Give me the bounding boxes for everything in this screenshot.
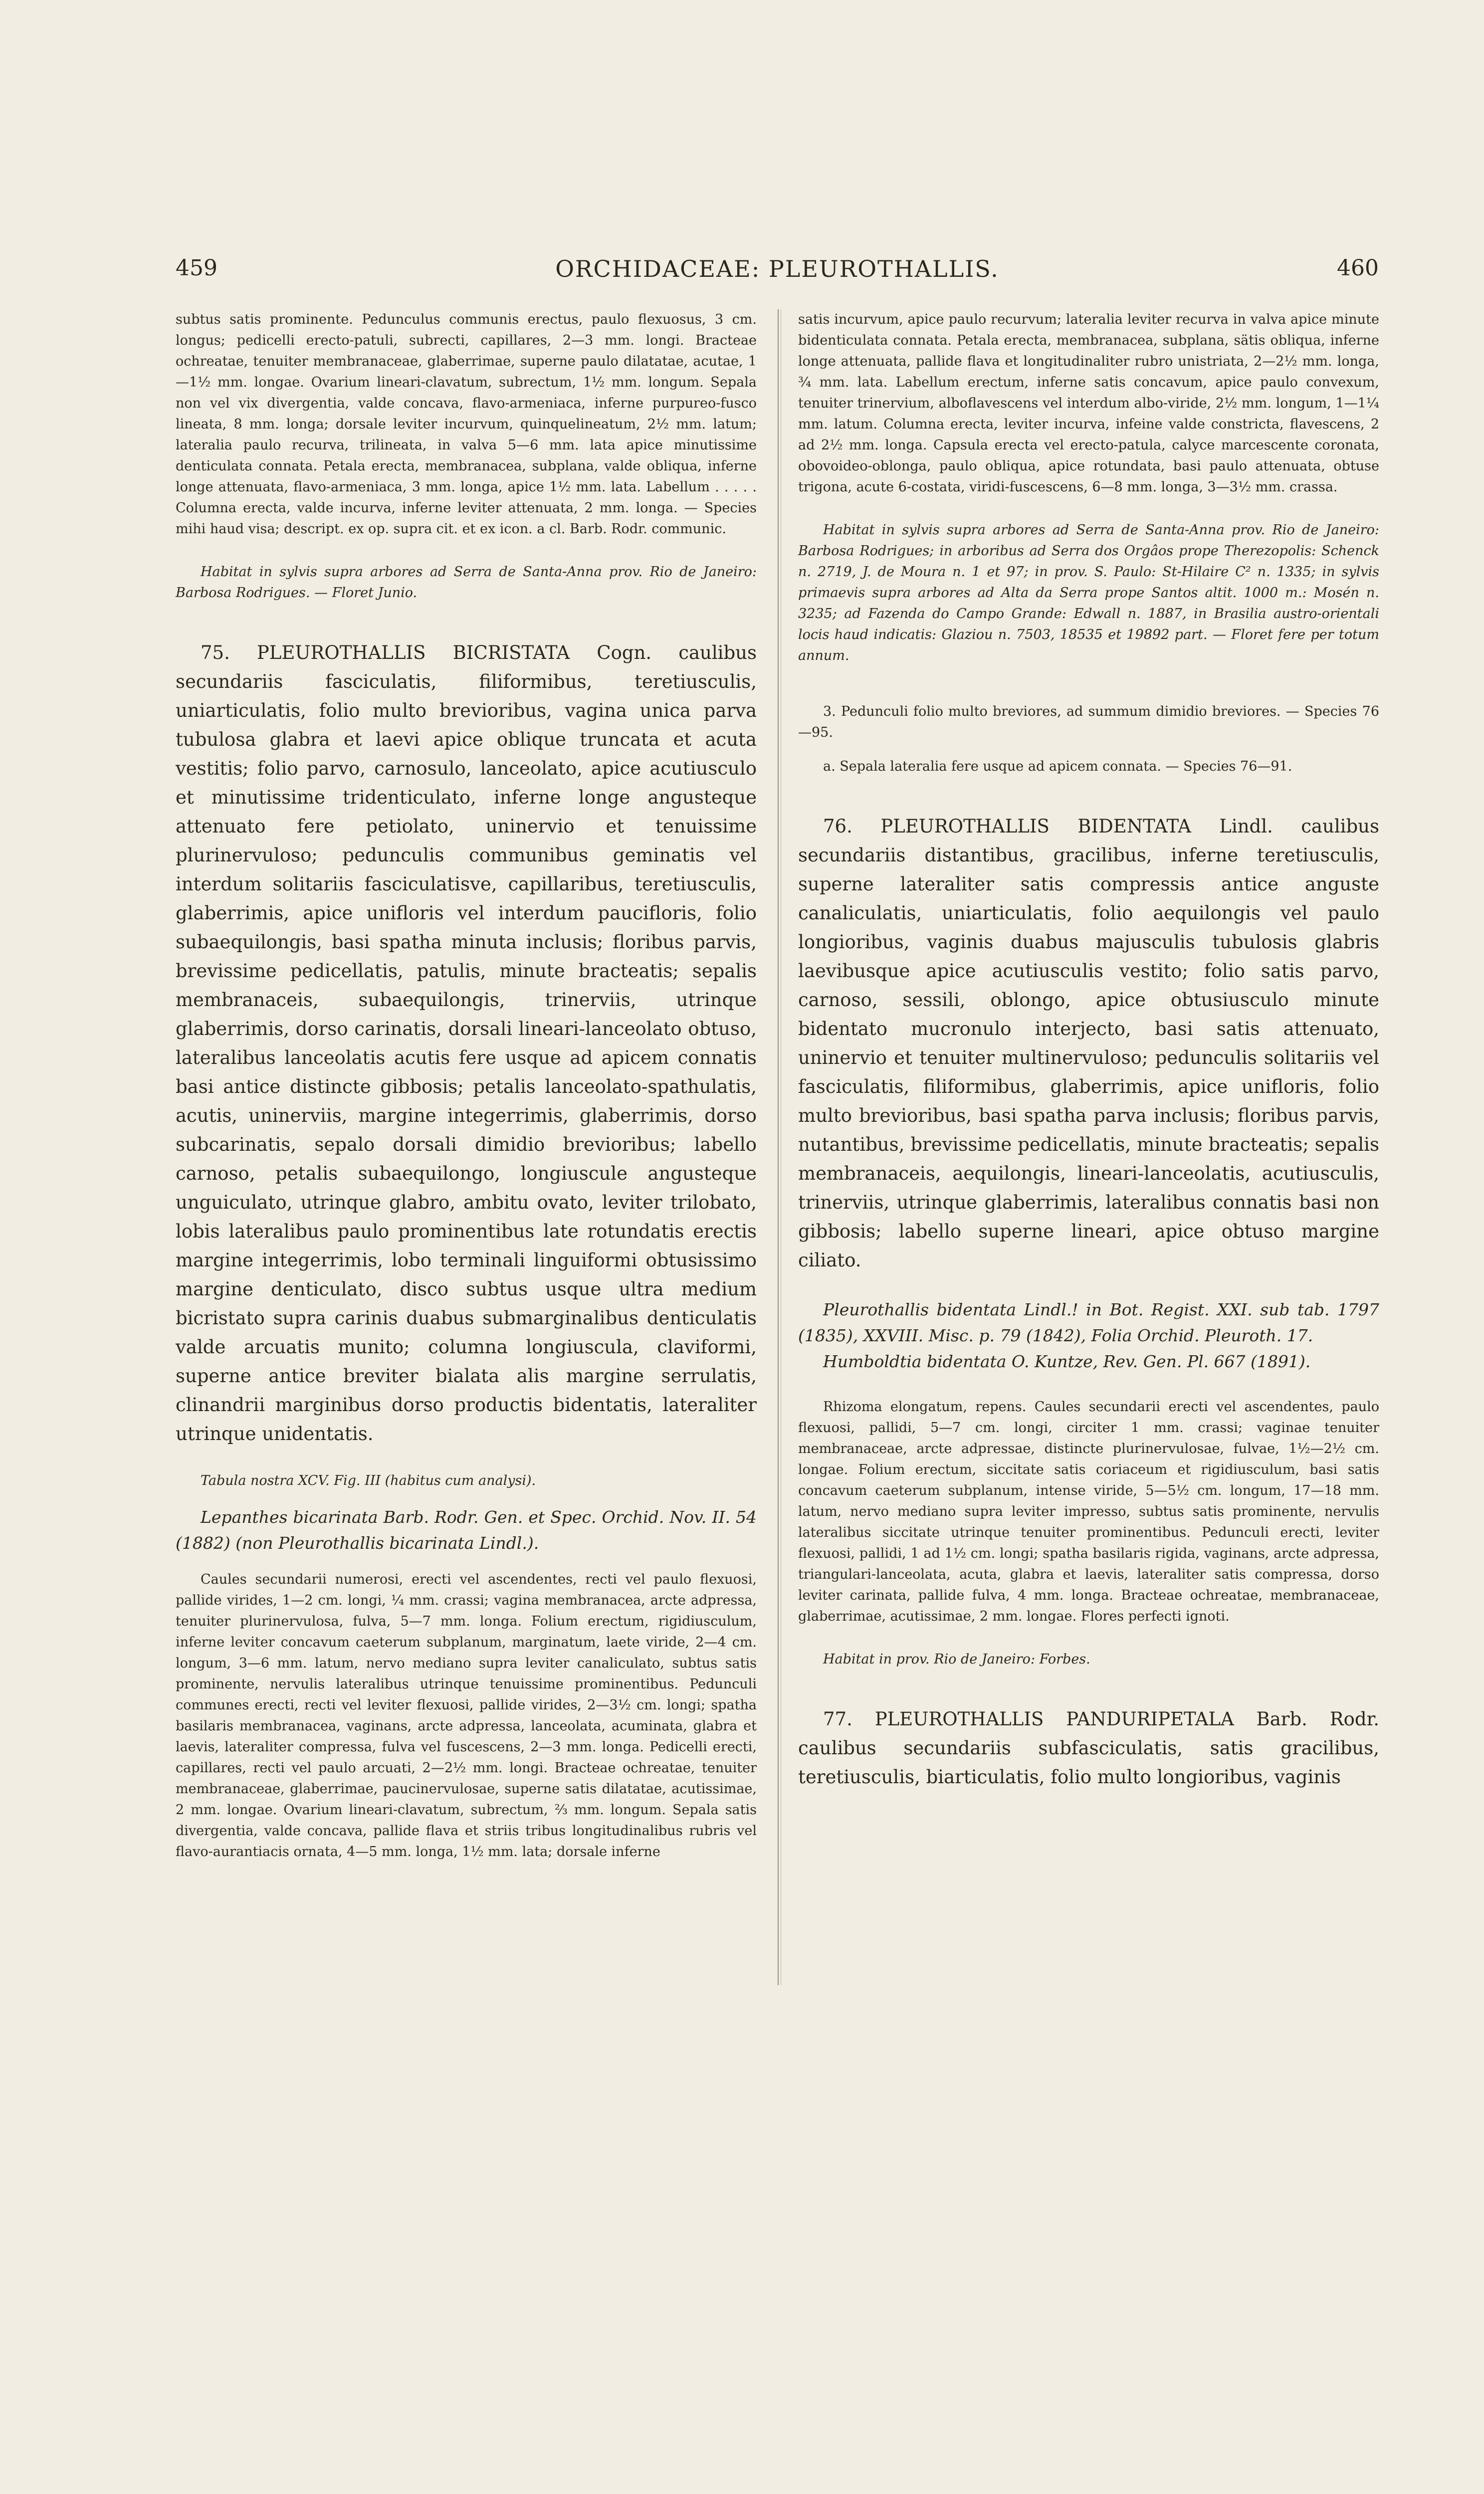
right-page-number: 460 [1337,255,1379,281]
key-entry-a: a. Sepala lateralia fere usque ad apicem connata. — Species 76—91. [823,759,1292,774]
key-entry-3: 3. Pedunculi folio multo breviores, ad summum dimidio breviores. — Species 76—95. [798,704,1379,740]
species-77-diagnosis: 77. PLEUROTHALLIS PANDURIPETALA Barb. Rodr. caulibus secundariis subfasciculatis, satis gracilibus, teretiusculis, biarticulatis, folio multo longioribus, vaginis [798,1708,1379,1788]
species-76-synonym-1: Pleurothallis bidentata Lindl.! in Bot. Regist. XXI. sub tab. 1797 (1835), XXVIII. Misc. p. 79 (1842), Folia Orchid. Pleuroth. 17. [798,1300,1379,1345]
running-title: ORCHIDACEAE: PLEUROTHALLIS. [555,255,999,282]
species-76-diagnosis: 76. PLEUROTHALLIS BIDENTATA Lindl. caulibus secundariis distantibus, gracilibus, inferne teretiusculis, superne lateraliter satis compressis antice anguste canaliculatis, uniarticulatis, folio aequilongis vel paulo longioribus, vaginis duabus majusculis tubulosis glabris laevibusque apice acutiusculis vestito; folio satis parvo, carnoso, sessili, oblongo, apice obtusiusculo minute bidentato mucronulo interjecto, basi satis attenuato, uninervio et tenuiter multinervuloso; pedunculis solitariis vel fasciculatis, filiformibus, glaberrimis, apice unifloris, folio multo brevioribus, basi spatha parva inclusis; floribus parvis, nutantibus, brevissime pedicellatis, minute bracteatis; sepalis membranaceis, aequilongis, lineari-lanceolatis, acutiusculis, trinerviis, utrinque glaberrimis, lateralibus connatis basi non gibbosis; labello superne lineari, apice obtuso margine ciliato. [798,816,1379,1271]
left-page-number: 459 [176,255,217,281]
column-divider [778,309,779,1985]
habitat-paragraph-right: Habitat in sylvis supra arbores ad Serra de Santa-Anna prov. Rio de Janeiro: Barbosa Rodrigues; in arboribus ad Serra dos Orgâos prope Therezopolis: Schenck n. 2719, J. de Moura n. 1 et 97; in prov. S. Paulo: St-Hilaire C² n. 1335; in sylvis primaevis supra arbores ad Alta da Serra prope Santos altit. 1000 m.: Mosén n. 3235; ad Fazenda do Campo Grande: Edwall n. 1887, in Brasilia austro-orientali locis haud indicatis: Glaziou n. 7503, 18535 et 19892 part. — Floret fere per totum annum. [798,522,1379,663]
species-75-synonym: Lepanthes bicarinata Barb. Rodr. Gen. et Spec. Orchid. Nov. II. 54 (1882) (non Pleurothallis bicarinata Lindl.). [176,1507,757,1553]
description-continuation-right: satis incurvum, apice paulo recurvum; lateralia leviter recurva in valva apice minute bidenticulata connata. Petala erecta, membranacea, subplana, sätis obliqua, inferne longe attenuata, pallide flava et longitudinaliter rubro unistriata, 2—2½ mm. longa, ¾ mm. lata. Labellum erectum, inferne satis concavum, apice paulo convexum, tenuiter trinervium, alboflavescens vel interdum albo-viride, 2½ mm. longum, 1—1¼ mm. latum. Columna erecta, leviter incurva, infeine valde constricta, flavescens, 2 ad 2½ mm. longa. Capsula erecta vel erecto-patula, calyce marcescente coronata, obovoideo-oblonga, paulo obliqua, apice rotundata, basi paulo attenuata, obtuse trigona, acute 6-costata, viridi-fuscescens, 6—8 mm. longa, 3—3½ mm. crassa. [798,312,1379,495]
habitat-paragraph: Habitat in sylvis supra arbores ad Serra de Santa-Anna prov. Rio de Janeiro: Barbosa Rodrigues. — Floret Junio. [176,564,757,601]
right-column [798,309,1379,1792]
species-76-synonym-2: Humboldtia bidentata O. Kuntze, Rev. Gen. Pl. 667 (1891). [823,1352,1311,1371]
description-continuation: subtus satis prominente. Pedunculus communis erectus, paulo flexuosus, 3 cm. longus; pedicelli erecto-patuli, subrecti, capillares, 2—3 mm. longi. Bracteae ochreatae, tenuiter membranaceae, glaberrimae, superne paulo dilatatae, acutae, 1—1½ mm. longae. Ovarium lineari-clavatum, subrectum, 1½ mm. longum. Sepala non vel vix divergentia, valde concava, flavo-armeniaca, inferne purpureo-fusco lineata, 8 mm. longa; dorsale leviter incurvum, quinquelineatum, 2½ mm. latum; lateralia paulo recurva, trilineata, in valva 5—6 mm. lata apice minutissime denticulata connata. Petala erecta, membranacea, subplana, valde obliqua, inferne longe attenuata, flavo-armeniaca, 3 mm. longa, apice 1½ mm. lata. Labellum . . . . . Columna erecta, valde incurva, inferne leviter attenuata, 2 mm. longa. — Species mihi haud visa; descript. ex op. supra cit. et ex icon. a cl. Barb. Rodr. communic. [176,312,757,537]
plate-reference: Tabula nostra XCV. Fig. III (habitus cum analysi). [201,1473,536,1488]
species-76-description: Rhizoma elongatum, repens. Caules secundarii erecti vel ascendentes, paulo flexuosi, pallidi, 5—7 cm. longi, circiter 1 mm. crassi; vaginae tenuiter membranaceae, arcte adpressae, distincte plurinervulosae, fulvae, 1½—2½ cm. longae. Folium erectum, siccitate satis coriaceum et rigidiusculum, basi satis concavum caeterum subplanum, intense viride, 5—5½ cm. longum, 17—18 mm. latum, nervo mediano supra leviter impresso, subtus satis prominente, nervulis lateralibus siccitate utrinque tenuiter prominentibus. Pedunculi erecti, leviter flexuosi, pallidi, 1 ad 1½ cm. longi; spatha basilaris rigida, vaginans, arcte adpressa, triangulari-lanceolata, acuta, glabra et laevis, lateraliter satis compressa, dorso leviter carinata, pallide fulva, 4 mm. longa. Bracteae ochreatae, membranaceae, glaberrimae, acutissimae, 2 mm. longae. Flores perfecti ignoti. [798,1399,1379,1624]
species-75-diagnosis: 75. PLEUROTHALLIS BICRISTATA Cogn. caulibus secundariis fasciculatis, filiformibus, teretiusculis, uniarticulatis, folio multo brevioribus, vagina unica parva tubulosa glabra et laevi apice oblique truncata et acuta vestitis; folio parvo, carnosulo, lanceolato, apice acutiusculo et minutissime tridenticulato, inferne longe angusteque attenuato fere petiolato, uninervio et tenuissime plurinervuloso; pedunculis communibus geminatis vel interdum solitariis fasciculatisve, capillaribus, teretiusculis, glaberrimis, apice unifloris vel interdum paucifloris, folio subaequilongis, basi spatha minuta inclusis; floribus parvis, brevissime pedicellatis, patulis, minute bracteatis; sepalis membranaceis, subaequilongis, trinerviis, utrinque glaberrimis, dorso carinatis, dorsali lineari-lanceolato obtuso, lateralibus lanceolatis acutis fere usque ad apicem connatis basi antice distincte gibbosis; petalis lanceolato-spathulatis, acutis, uninerviis, margine integerrimis, glaberrimis, dorso subcarinatis, sepalo dorsali dimidio brevioribus; labello carnoso, petalis subaequilongo, longiuscule angusteque unguiculato, utrinque glabro, ambitu ovato, leviter trilobato, lobis lateralibus paulo prominentibus late rotundatis erectis margine integerrimis, lobo terminali linguiformi obtusissimo margine denticulato, disco subtus usque ultra medium bicristato supra carinis duabus submarginalibus denticulatis valde arcuatis munito; columna longiuscula, claviformi, superne antice breviter bialata alis margine serrulatis, clinandrii marginibus dorso productis bidentatis, lateraliter utrinque unidentatis. [176,642,757,1445]
left-column [176,309,757,1863]
habitat-paragraph-76: Habitat in prov. Rio de Janeiro: Forbes. [823,1652,1090,1667]
species-75-description: Caules secundarii numerosi, erecti vel ascendentes, recti vel paulo flexuosi, pallide virides, 1—2 cm. longi, ¼ mm. crassi; vagina membranacea, arcte adpressa, tenuiter plurinervulosa, fulva, 5—7 mm. longa. Folium erectum, rigidiusculum, inferne leviter concavum caeterum subplanum, marginatum, laete viride, 2—4 cm. longum, 3—6 mm. latum, nervo mediano supra leviter canaliculato, subtus satis prominente, nervulis lateralibus utrinque tenuissime prominentibus. Pedunculi communes erecti, recti vel leviter flexuosi, pallide virides, 2—3½ cm. longi; spatha basilaris membranacea, vaginans, arcte adpressa, lanceolata, acuminata, glabra et laevis, lateraliter compressa, fulva vel fuscescens, 2—3 mm. longa. Pedicelli erecti, capillares, recti vel paulo arcuati, 2—2½ mm. longi. Bracteae ochreatae, tenuiter membranaceae, glaberrimae, paucinervulosae, superne satis dilatatae, acutissimae, 2 mm. longae. Ovarium lineari-clavatum, subrectum, ⅔ mm. longum. Sepala satis divergentia, valde concava, pallide flava et striis tribus longitudinalibus rubris vel flavo-aurantiacis ornata, 4—5 mm. longa, 1½ mm. lata; dorsale inferne [176,1572,757,1860]
page-header [176,255,1379,290]
